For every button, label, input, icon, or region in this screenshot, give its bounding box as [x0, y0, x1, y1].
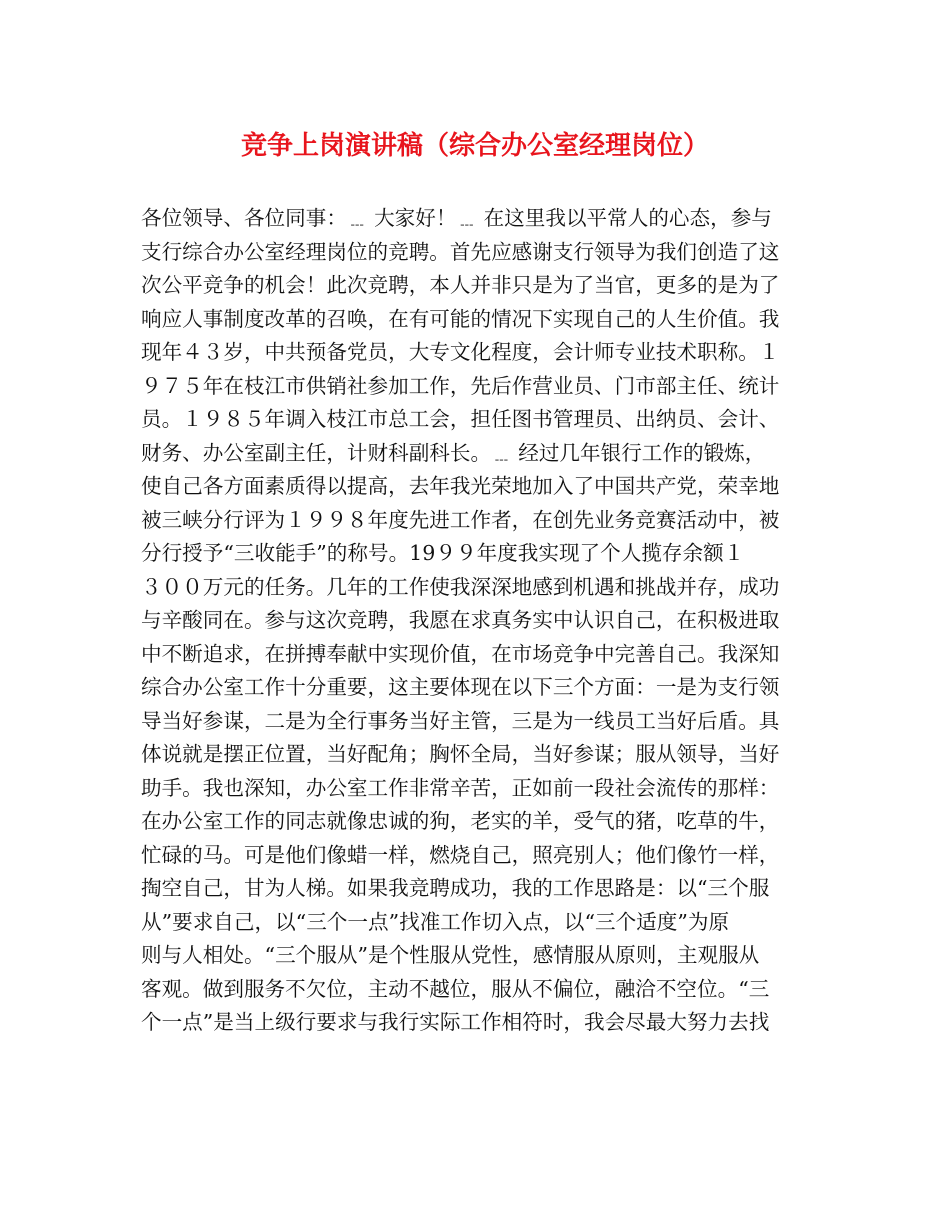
- text-line: 员。１９８５年调入枝江市总工会，担任图书管理员、出纳员、会计、: [141, 407, 780, 431]
- text-line: 综合办公室工作十分重要，这主要体现在以下三个方面：一是为支行领: [141, 675, 780, 699]
- text-line: 则与人相处。“三个服从”是个性服从党性，感情服从原则，主观服从: [141, 943, 760, 967]
- text-line: 导当好参谋，二是为全行事务当好主管，三是为一线员工当好后盾。具: [141, 708, 780, 733]
- text-line: 使自己各方面素质得以提高，去年我光荣地加入了中国共产党，荣幸地: [141, 474, 780, 498]
- text-line: 从”要求自己，以“三个一点”找准工作切入点，以“三个适度”为原: [141, 909, 730, 934]
- body-paragraph: [141, 202, 831, 1040]
- page-title: 竞争上岗演讲稿（综合办公室经理岗位）: [240, 131, 709, 161]
- text-line: 财务、办公室副主任，计财科副科长。﹍ 经过几年银行工作的锻炼，: [141, 440, 766, 465]
- text-line: 忙碌的马。可是他们像蜡一样，燃烧自己，照亮别人；他们像竹一样，: [141, 842, 780, 867]
- text-line: 现年４３岁，中共预备党员，大专文化程度，会计师专业技术职称。１: [141, 340, 780, 364]
- text-line: 掏空自己，甘为人梯。如果我竞聘成功，我的工作思路是：以“三个服: [141, 876, 770, 900]
- text-line: 支行综合办公室经理岗位的竞聘。首先应感谢支行领导为我们创造了这: [141, 239, 780, 264]
- text-line: 客观。做到服务不欠位，主动不越位，服从不偏位，融洽不空位。“三: [141, 976, 770, 1001]
- text-line: 个一点”是当上级行要求与我行实际工作相符时，我会尽最大努力去找: [141, 1010, 770, 1034]
- text-line: 响应人事制度改革的召唤，在有可能的情况下实现自己的人生价值。我: [141, 306, 780, 331]
- text-line: 助手。我也深知，办公室工作非常辛苦，正如前一段社会流传的那样：: [141, 775, 780, 800]
- text-line: 与辛酸同在。参与这次竞聘，我愿在求真务实中认识自己，在积极进取: [141, 608, 780, 632]
- text-line: 中不断追求，在拼搏奉献中实现价值，在市场竞争中完善自己。我深知: [141, 641, 780, 666]
- text-line: 次公平竞争的机会！此次竞聘，本人并非只是为了当官，更多的是为了: [141, 273, 780, 297]
- text-line: 在办公室工作的同志就像忠诚的狗，老实的羊，受气的猪，吃草的牛，: [141, 809, 780, 833]
- text-line: ３００万元的任务。几年的工作使我深深地感到机遇和挑战并存，成功: [141, 574, 780, 599]
- text-line: 被三峡分行评为１９９８年度先进工作者，在创先业务竞赛活动中，被: [141, 507, 780, 532]
- text-line: 分行授予“三收能手”的称号。19９９年度我实现了个人揽存余额１: [141, 541, 745, 565]
- text-line: 体说就是摆正位置，当好配角；胸怀全局，当好参谋；服从领导，当好: [141, 742, 780, 766]
- text-line: ９７５年在枝江市供销社参加工作，先后作营业员、门市部主任、统计: [141, 373, 780, 398]
- text-line: 各位领导、各位同事：﹍ 大家好！﹍ 在这里我以平常人的心态，参与: [141, 206, 772, 230]
